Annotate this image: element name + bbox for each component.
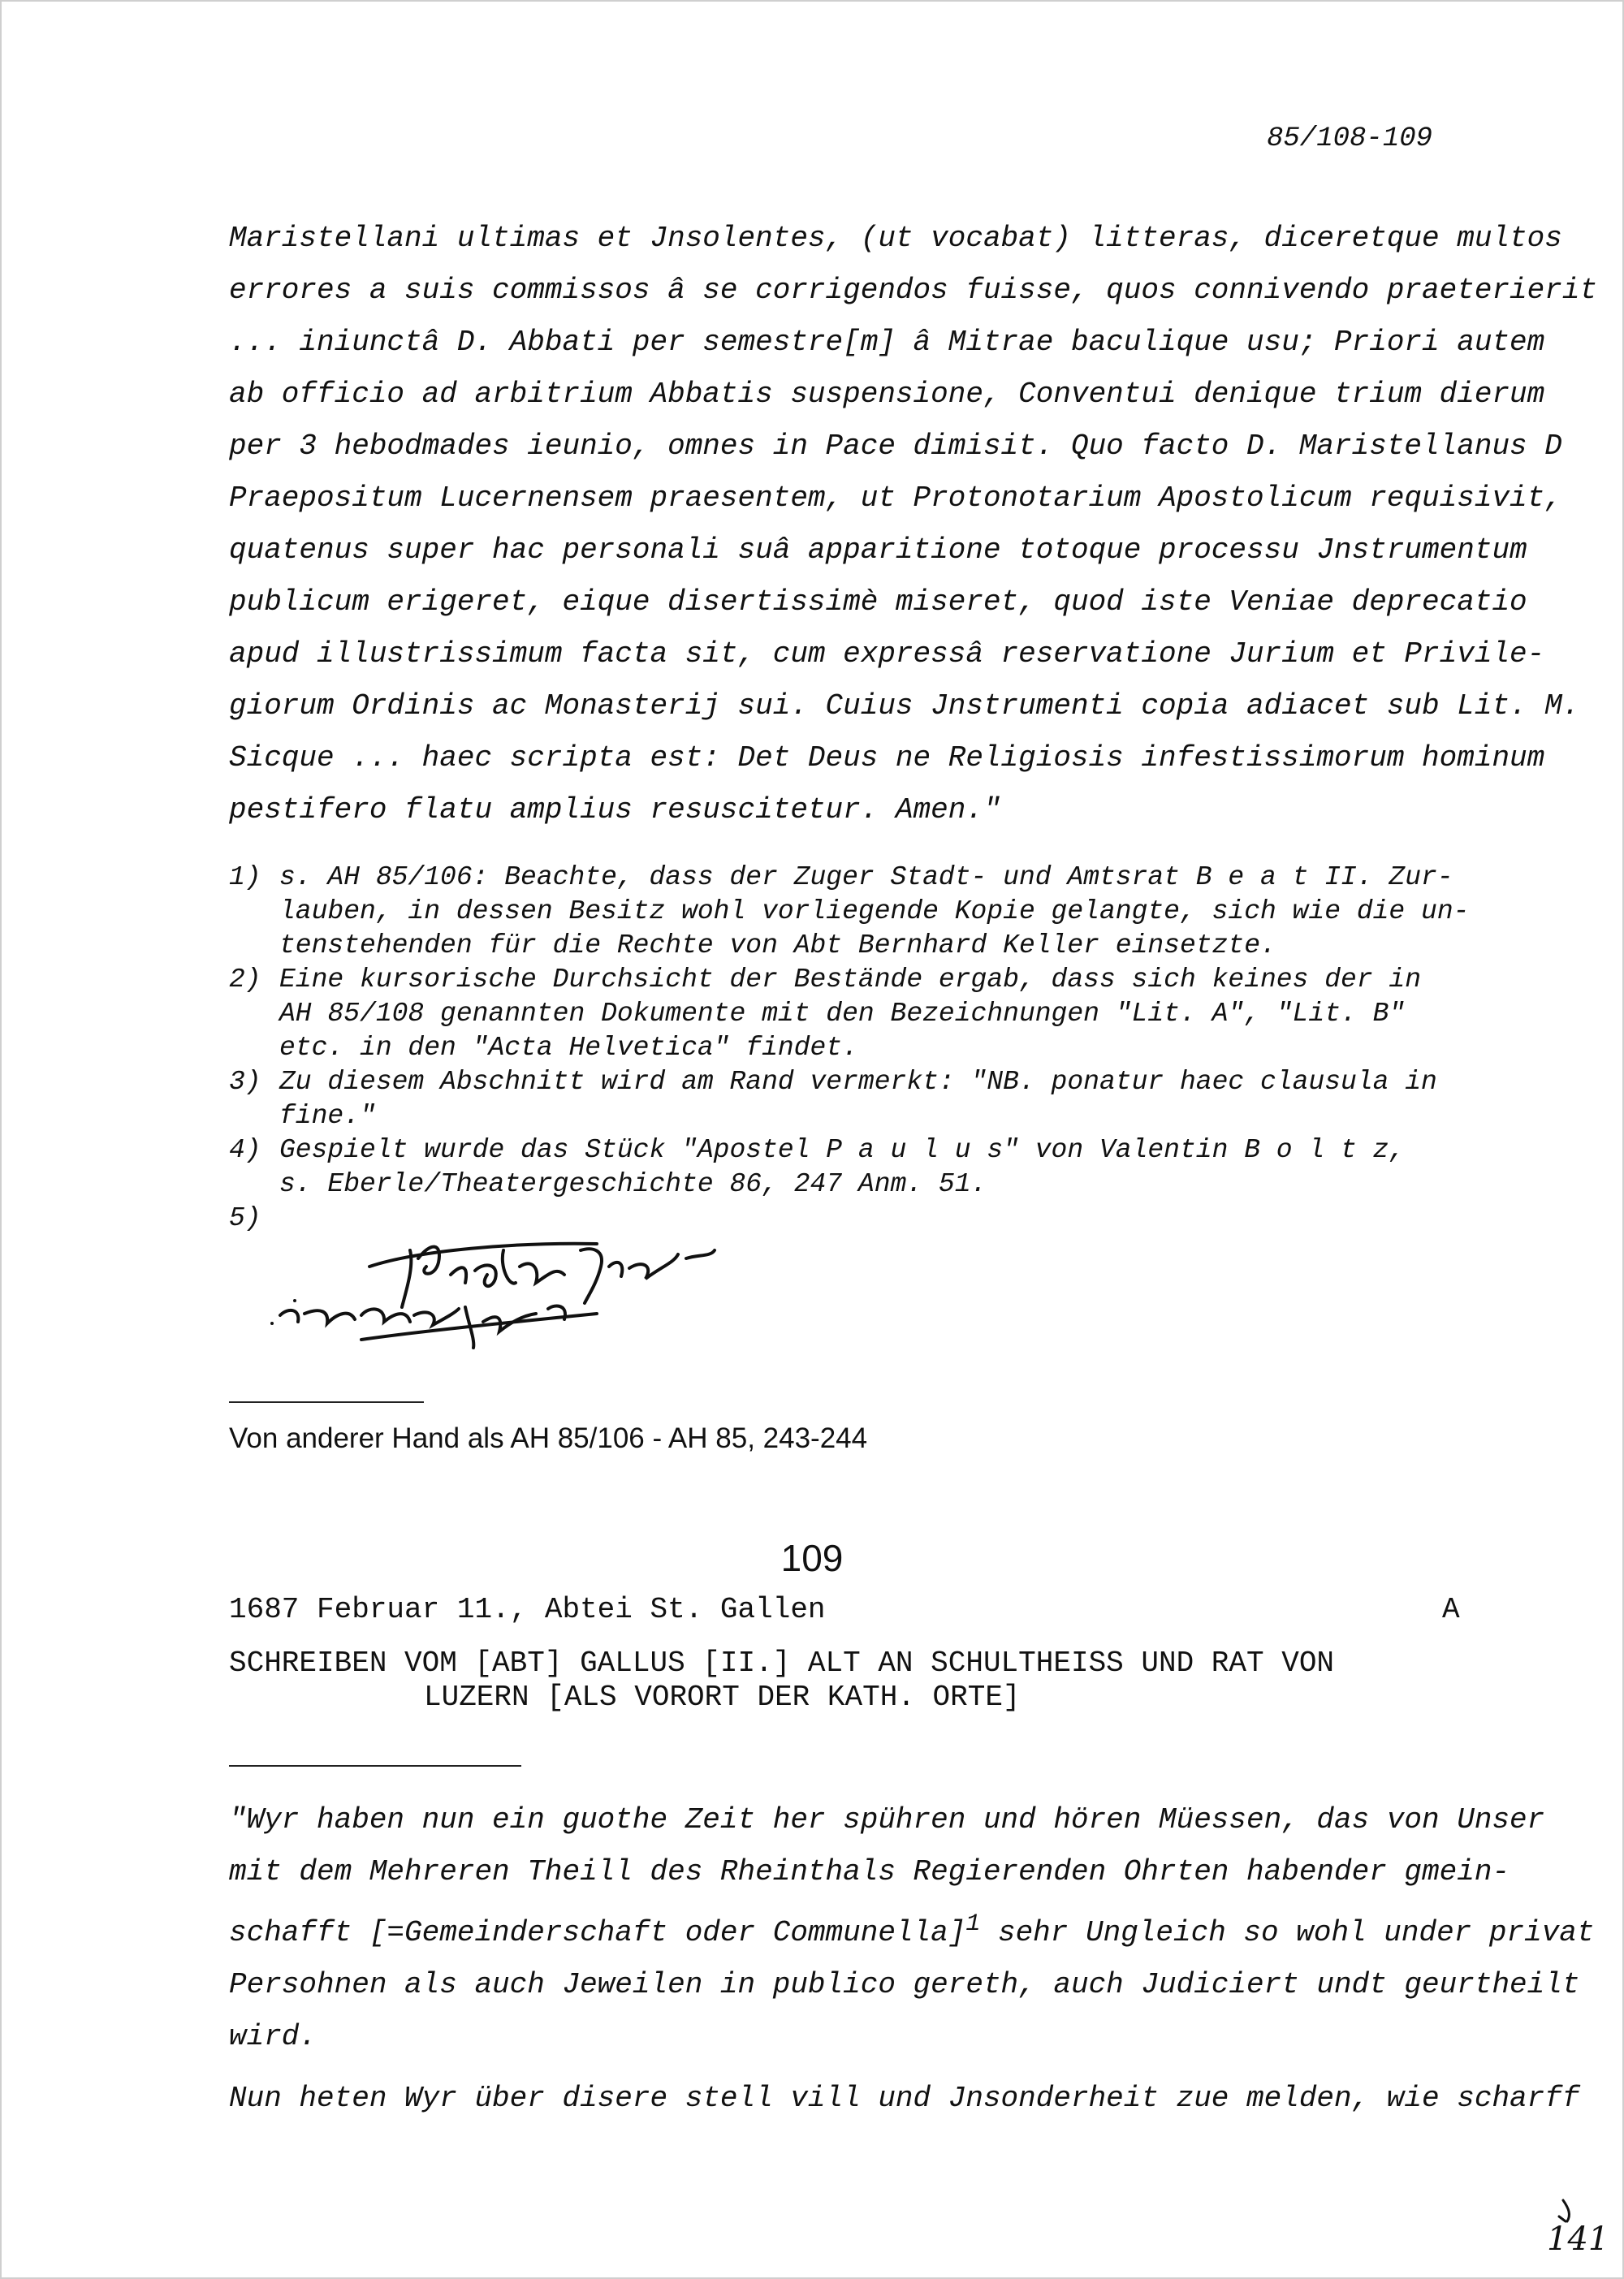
footnote-line: AH 85/108 genannten Dokumente mit den Bezeichnungen "Lit. A", "Lit. B" (279, 999, 1406, 1029)
footnote-line: fine." (279, 1101, 376, 1131)
text-line: ab officio ad arbitrium Abbatis suspensione, Conventui denique trium dierum (229, 378, 1545, 411)
text-line: per 3 hebodmades ieunio, omnes in Pace dimisit. Quo facto D. Maristellanus D (229, 429, 1562, 463)
german-quotation (229, 1794, 1595, 2125)
text-line: Persohnen als auch Jeweilen in publico gereth, auch Judiciert undt geurtheilt (229, 1968, 1580, 2001)
footnote-number: 5) (229, 1203, 261, 1233)
footnote-line: Gespielt wurde das Stück "Apostel P a u l u s" von Valentin B o l t z, (279, 1135, 1406, 1165)
footnote-line: s. AH 85/106: Beachte, dass der Zuger Stadt- und Amtsrat B e a t II. Zur- (279, 862, 1453, 892)
text-line: Sicque ... haec scripta est: Det Deus ne Religiosis infestissimorum hominum (229, 741, 1545, 775)
text-line: Maristellani ultimas et Jnsolentes, (ut vocabat) litteras, diceretque multos (229, 222, 1562, 255)
text-line: giorum Ordinis ac Monasterij sui. Cuius Jnstrumenti copia adiacet sub Lit. M. (229, 689, 1580, 723)
heading-line: SCHREIBEN VOM [ABT] GALLUS [II.] ALT AN SCHULTHEISS UND RAT VON (229, 1647, 1335, 1680)
latin-quotation (229, 213, 1598, 836)
footnote-line: Eine kursorische Durchsicht der Bestände ergab, dass sich keines der in (279, 965, 1422, 995)
text-line (229, 1898, 1595, 1959)
text-line: mit dem Mehreren Theill des Rheinthals Regierenden Ohrten habender gmein- (229, 1855, 1510, 1888)
footnote (229, 1065, 1512, 1133)
text-line: wird. (229, 2020, 317, 2053)
source-note: Von anderer Hand als AH 85/106 - AH 85, 243-244 (229, 1422, 868, 1454)
text-segment: sehr Ungleich so wohl under privat (980, 1916, 1595, 1949)
text-line: Nun heten Wyr über disere stell vill und Jnsonderheit zue melden, wie scharff (229, 2082, 1580, 2115)
footnote-number: 2) (229, 965, 261, 995)
text-line: "Wyr haben nun ein guothe Zeit her spühren und hören Müessen, das von Unser (229, 1803, 1545, 1837)
document-heading (229, 1647, 1334, 1715)
text-line: errores a suis commissos â se corrigendos fuisse, quos connivendo praeterierit (229, 274, 1598, 307)
footnote-line: etc. in den "Acta Helvetica" findet. (279, 1033, 858, 1063)
footnote (229, 1133, 1512, 1202)
page-reference: 85/108-109 (1267, 123, 1433, 154)
footnote-line: lauben, in dessen Besitz wohl vorliegende Kopie gelangte, sich wie die un- (279, 896, 1470, 926)
text-line: Praepositum Lucernensem praesentem, ut Protonotarium Apostolicum requisivit, (229, 481, 1562, 515)
footnote-line: s. Eberle/Theatergeschichte 86, 247 Anm. 51. (279, 1169, 987, 1199)
heading-line: LUZERN [ALS VORORT DER KATH. ORTE] (424, 1681, 1021, 1714)
footnote-number: 3) (229, 1067, 261, 1097)
handwritten-note-image (256, 1218, 775, 1356)
text-segment: schafft [=Gemeinderschaft oder Communella] (229, 1916, 966, 1949)
text-line: pestifero flatu amplius resuscitetur. Amen." (229, 793, 1001, 827)
footnote-reference: 1 (965, 1910, 981, 1938)
divider (229, 1401, 424, 1403)
footnote (229, 861, 1512, 963)
footnote-line: tenstehenden für die Rechte von Abt Bernhard Keller einsetzte. (279, 930, 1276, 960)
document-number: 109 (780, 1537, 844, 1579)
corner-page-mark: 141 (1547, 2221, 1609, 2258)
text-line: apud illustrissimum facta sit, cum expressâ reservatione Jurium et Privile- (229, 637, 1545, 671)
date-line: 1687 Februar 11., Abtei St. Gallen (229, 1593, 826, 1626)
footnotes (229, 861, 1512, 1236)
text-line: publicum erigeret, eique disertissimè miseret, quod iste Veniae deprecatio (229, 585, 1527, 619)
text-line: quatenus super hac personali suâ apparitione totoque processu Jnstrumentum (229, 533, 1527, 567)
footnote-number: 1) (229, 862, 261, 892)
footnote (229, 963, 1512, 1065)
footnote-number: 4) (229, 1135, 261, 1165)
divider (229, 1765, 521, 1767)
footnote-line: Zu diesem Abschnitt wird am Rand vermerkt: "NB. ponatur haec clausula in (279, 1067, 1437, 1097)
form-letter: A (1442, 1593, 1460, 1626)
text-line: ... iniunctâ D. Abbati per semestre[m] â Mitrae baculique usu; Priori autem (229, 326, 1545, 359)
